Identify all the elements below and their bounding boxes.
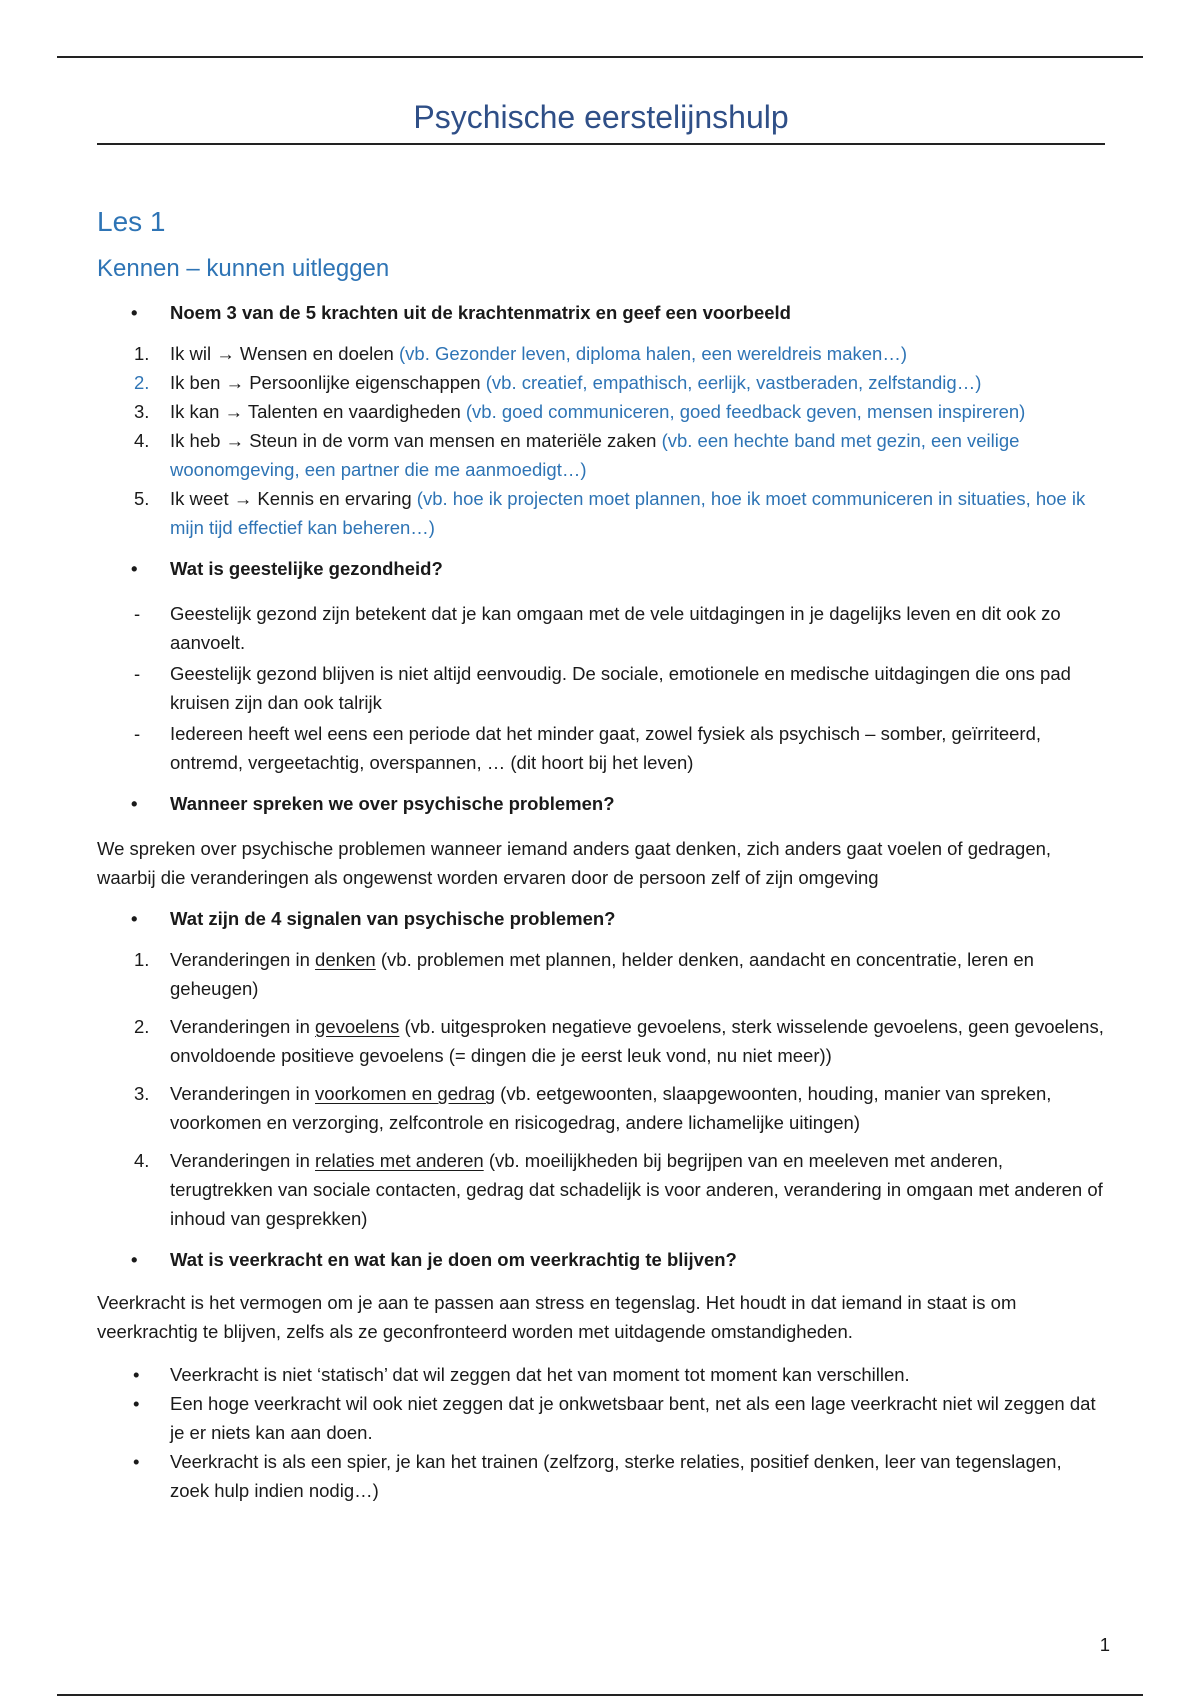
question-psychische-problemen: • Wanneer spreken we over psychische problemen? bbox=[97, 789, 1105, 818]
question-veerkracht: • Wat is veerkracht en wat kan je doen om veerkrachtig te blijven? bbox=[97, 1245, 1105, 1274]
veerkracht-list bbox=[97, 1360, 1105, 1505]
list-item: 3. Veranderingen in voorkomen en gedrag (vb. eetgewoonten, slaapgewoonten, houding, manier van spreken, voorkomen en verzorging, zelfcontrole en risicogedrag, andere lichamelijke uitingen) bbox=[97, 1079, 1105, 1137]
heading-les-1: Les 1 bbox=[97, 206, 166, 237]
list-number: 2. bbox=[134, 372, 150, 393]
document-title: Psychische eerstelijnshulp bbox=[97, 97, 1105, 145]
example-text: (vb. een hechte band met gezin, een veilige woonomgeving, een partner die me aanmoedigt…) bbox=[170, 430, 1020, 480]
list-item: 1. Ik wil → Wensen en doelen (vb. Gezonder leven, diploma halen, een wereldreis maken…) bbox=[97, 339, 1105, 368]
signalen-list bbox=[97, 945, 1105, 1233]
bottom-rule bbox=[57, 1694, 1143, 1696]
underlined-term: denken bbox=[315, 949, 376, 970]
example-text: (vb. hoe ik projecten moet plannen, hoe ik moet communiceren in situaties, hoe ik mijn tijd effectief kan beheren…) bbox=[170, 488, 1086, 538]
list-item: 3. Ik kan → Talenten en vaardigheden (vb. goed communiceren, goed feedback geven, mensen inspireren) bbox=[97, 397, 1105, 426]
question-gezondheid: • Wat is geestelijke gezondheid? bbox=[97, 554, 1105, 583]
list-item: 1. Veranderingen in denken (vb. problemen met plannen, helder denken, aandacht en concentratie, leren en geheugen) bbox=[97, 945, 1105, 1003]
list-number: 4. bbox=[134, 430, 150, 451]
top-rule bbox=[57, 56, 1143, 58]
list-number: 4. bbox=[134, 1150, 150, 1171]
example-text: (vb. goed communiceren, goed feedback geven, mensen inspireren) bbox=[465, 401, 1026, 422]
list-item: 2. Ik ben → Persoonlijke eigenschappen (vb. creatief, empathisch, eerlijk, vastberaden, zelfstandig…) bbox=[97, 368, 1105, 397]
underlined-term: relaties met anderen bbox=[315, 1150, 484, 1171]
list-number: 3. bbox=[134, 1083, 150, 1104]
list-number: 1. bbox=[134, 949, 150, 970]
list-item: 2. Veranderingen in gevoelens (vb. uitgesproken negatieve gevoelens, sterk wisselende gevoelens, geen gevoelens, onvoldoende positieve gevoelens (= dingen die je eerst leuk vond, nu niet meer)) bbox=[97, 1012, 1105, 1070]
answer-veerkracht: Veerkracht is het vermogen om je aan te passen aan stress en tegenslag. Het houdt in dat iemand in staat is om veerkrachtig te blijven, zelfs als ze geconfronteerd worden met uitdagende omstandigheden. bbox=[97, 1292, 1017, 1342]
document-body bbox=[97, 90, 1105, 1505]
list-item: 4. Veranderingen in relaties met anderen (vb. moeilijkheden bij begrijpen van en meeleven met anderen, terugtrekken van sociale contacten, gedrag dat schadelijk is voor anderen, verandering in omgaan met anderen of inhoud van gesprekken) bbox=[97, 1146, 1105, 1233]
list-item: 4. Ik heb → Steun in de vorm van mensen en materiële zaken (vb. een hechte band met gezin, een veilige woonomgeving, een partner die me aanmoedigt…) bbox=[97, 426, 1105, 484]
list-number: 2. bbox=[134, 1016, 150, 1037]
page-number: 1 bbox=[1099, 1634, 1110, 1655]
question-signalen: • Wat zijn de 4 signalen van psychische problemen? bbox=[97, 904, 1105, 933]
list-item: • Een hoge veerkracht wil ook niet zeggen dat je onkwetsbaar bent, net als een lage veerkracht niet wil zeggen dat je er niets kan aan doen. bbox=[97, 1389, 1105, 1447]
question-krachten: • Noem 3 van de 5 krachten uit de krachtenmatrix en geef een voorbeeld bbox=[97, 298, 1105, 327]
list-item: • Veerkracht is niet ‘statisch’ dat wil zeggen dat het van moment tot moment kan verschillen. bbox=[97, 1360, 1105, 1389]
list-item: - Iedereen heeft wel eens een periode dat het minder gaat, zowel fysiek als psychisch – somber, geïrriteerd, ontremd, vergeetachtig, overspannen, … (dit hoort bij het leven) bbox=[97, 719, 1105, 777]
list-number: 1. bbox=[134, 343, 150, 364]
underlined-term: voorkomen en gedrag bbox=[315, 1083, 496, 1104]
list-item: - Geestelijk gezond zijn betekent dat je kan omgaan met de vele uitdagingen in je dagelijks leven en dit ook zo aanvoelt. bbox=[97, 599, 1105, 657]
heading-kennen: Kennen – kunnen uitleggen bbox=[97, 255, 390, 282]
gezondheid-list bbox=[97, 599, 1105, 777]
example-text: (vb. Gezonder leven, diploma halen, een wereldreis maken…) bbox=[399, 343, 907, 364]
list-item: • Veerkracht is als een spier, je kan het trainen (zelfzorg, sterke relaties, positief denken, leer van tegenslagen, zoek hulp indien nodig…) bbox=[97, 1447, 1105, 1505]
underlined-term: gevoelens bbox=[315, 1016, 400, 1037]
answer-psychische-problemen: We spreken over psychische problemen wanneer iemand anders gaat denken, zich anders gaat voelen of gedragen, waarbij die veranderingen als ongewenst worden ervaren door de persoon zelf of zijn omgeving bbox=[97, 838, 1052, 888]
list-number: 5. bbox=[134, 488, 150, 509]
krachten-list bbox=[97, 339, 1105, 542]
example-text: (vb. creatief, empathisch, eerlijk, vastberaden, zelfstandig…) bbox=[485, 372, 982, 393]
list-item: 5. Ik weet → Kennis en ervaring (vb. hoe ik projecten moet plannen, hoe ik moet communiceren in situaties, hoe ik mijn tijd effectief kan beheren…) bbox=[97, 484, 1105, 542]
list-item: - Geestelijk gezond blijven is niet altijd eenvoudig. De sociale, emotionele en medische uitdagingen die ons pad kruisen zijn dan ook talrijk bbox=[97, 659, 1105, 717]
list-number: 3. bbox=[134, 401, 150, 422]
